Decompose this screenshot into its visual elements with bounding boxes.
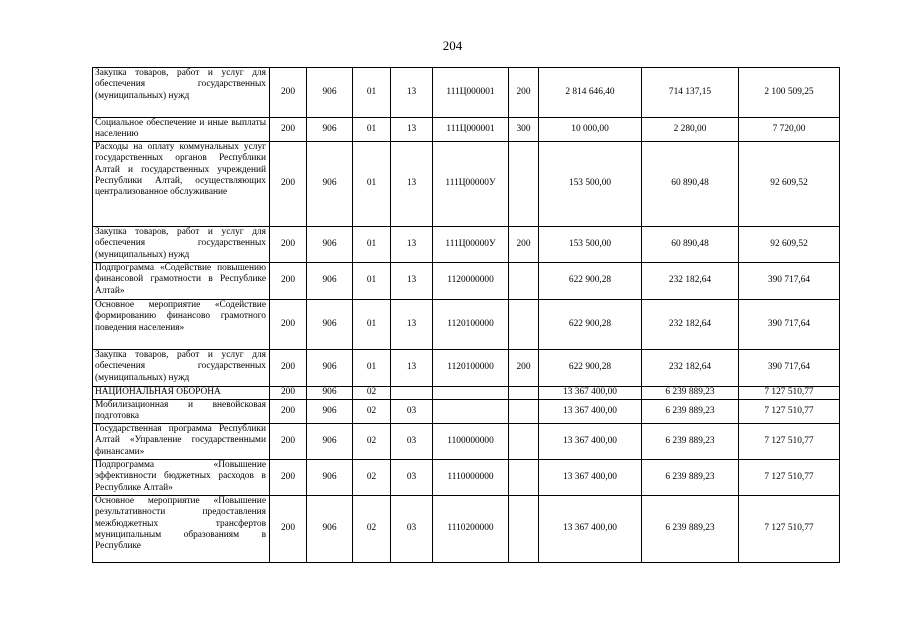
amount-remaining: 7 720,00 [739,118,840,142]
code-ministry: 906 [307,68,353,118]
row-name: Основное мероприятие «Содействие формированию финансово грамотного поведения населения» [93,299,270,349]
code-subsection: 13 [391,299,433,349]
code-subsection: 03 [391,423,433,459]
amount-remaining: 2 100 509,25 [739,68,840,118]
code-ministry: 906 [307,299,353,349]
table-row [93,68,840,118]
code-ministry: 906 [307,141,353,226]
code-ministry: 906 [307,459,353,495]
code-subsection: 13 [391,141,433,226]
amount-planned: 13 367 400,00 [539,459,642,495]
amount-executed: 6 239 889,23 [642,495,739,562]
row-name: Расходы на оплату коммунальных услуг государственных органов Республики Алтай и государственных учреждений Республики Алтай, осуществляющих централизованное обслуживание [93,141,270,226]
code-expense-type [509,141,539,226]
code-admin: 200 [270,386,307,399]
amount-executed: 232 182,64 [642,262,739,299]
code-section: 01 [353,118,391,142]
table-row [93,349,840,386]
row-name: Подпрограмма «Повышение эффективности бюджетных расходов в Республике Алтай» [93,459,270,495]
amount-remaining: 390 717,64 [739,299,840,349]
amount-planned: 10 000,00 [539,118,642,142]
code-section: 01 [353,262,391,299]
code-expense-type: 200 [509,68,539,118]
code-ministry: 906 [307,423,353,459]
code-expense-type [509,495,539,562]
code-section: 01 [353,226,391,262]
row-name: Мобилизационная и вневойсковая подготовка [93,399,270,423]
table-row [93,459,840,495]
amount-planned: 153 500,00 [539,141,642,226]
code-admin: 200 [270,495,307,562]
code-target-article: 111Ц000001 [433,68,509,118]
code-section: 01 [353,68,391,118]
table-row [93,226,840,262]
code-target-article [433,399,509,423]
row-name: Основное мероприятие «Повышение результативности предоставления межбюджетных трансфертов муниципальным образованиям в Республике [93,495,270,562]
code-ministry: 906 [307,495,353,562]
row-name: Социальное обеспечение и иные выплаты населению [93,118,270,142]
amount-planned: 13 367 400,00 [539,386,642,399]
code-section: 02 [353,399,391,423]
code-subsection: 13 [391,68,433,118]
amount-remaining: 7 127 510,77 [739,423,840,459]
amount-remaining: 7 127 510,77 [739,459,840,495]
amount-planned: 622 900,28 [539,299,642,349]
amount-remaining: 390 717,64 [739,262,840,299]
code-admin: 200 [270,349,307,386]
code-section: 02 [353,495,391,562]
row-name: Закупка товаров, работ и услуг для обеспечения государственных (муниципальных) нужд [93,226,270,262]
code-admin: 200 [270,399,307,423]
table-row [93,118,840,142]
code-section: 01 [353,299,391,349]
amount-remaining: 7 127 510,77 [739,399,840,423]
amount-executed: 232 182,64 [642,349,739,386]
amount-executed: 232 182,64 [642,299,739,349]
amount-executed: 60 890,48 [642,141,739,226]
code-subsection: 13 [391,262,433,299]
code-subsection: 03 [391,399,433,423]
row-name: Подпрограмма «Содействие повышению финансовой грамотности в Республике Алтай» [93,262,270,299]
code-admin: 200 [270,299,307,349]
table-row [93,495,840,562]
code-ministry: 906 [307,118,353,142]
row-name: Государственная программа Республики Алтай «Управление государственными финансами» [93,423,270,459]
code-target-article [433,386,509,399]
table-row [93,299,840,349]
code-ministry: 906 [307,226,353,262]
code-subsection: 13 [391,226,433,262]
code-section: 02 [353,459,391,495]
code-target-article: 111Ц000001 [433,118,509,142]
code-target-article: 1120000000 [433,262,509,299]
code-target-article: 1100000000 [433,423,509,459]
code-admin: 200 [270,226,307,262]
code-expense-type [509,459,539,495]
amount-planned: 622 900,28 [539,349,642,386]
code-expense-type: 200 [509,349,539,386]
code-ministry: 906 [307,399,353,423]
amount-executed: 6 239 889,23 [642,399,739,423]
code-target-article: 1120100000 [433,349,509,386]
code-section: 02 [353,423,391,459]
table-row [93,423,840,459]
code-expense-type [509,262,539,299]
amount-remaining: 92 609,52 [739,141,840,226]
code-subsection: 13 [391,349,433,386]
page-number: 204 [442,38,463,53]
code-subsection: 13 [391,118,433,142]
code-expense-type [509,299,539,349]
amount-planned: 622 900,28 [539,262,642,299]
amount-planned: 2 814 646,40 [539,68,642,118]
amount-executed: 714 137,15 [642,68,739,118]
code-section: 02 [353,386,391,399]
code-subsection: 03 [391,495,433,562]
amount-executed: 6 239 889,23 [642,459,739,495]
row-name: Закупка товаров, работ и услуг для обеспечения государственных (муниципальных) нужд [93,349,270,386]
code-admin: 200 [270,423,307,459]
table-row [93,141,840,226]
amount-planned: 13 367 400,00 [539,495,642,562]
amount-executed: 2 280,00 [642,118,739,142]
code-ministry: 906 [307,386,353,399]
code-admin: 200 [270,459,307,495]
table-row [93,386,840,399]
code-subsection: 03 [391,459,433,495]
code-admin: 200 [270,141,307,226]
code-target-article: 1110200000 [433,495,509,562]
amount-planned: 13 367 400,00 [539,423,642,459]
code-expense-type: 300 [509,118,539,142]
code-ministry: 906 [307,262,353,299]
code-expense-type: 200 [509,226,539,262]
amount-planned: 153 500,00 [539,226,642,262]
code-target-article: 111Ц00000У [433,226,509,262]
amount-executed: 6 239 889,23 [642,386,739,399]
code-target-article: 111Ц00000У [433,141,509,226]
code-expense-type [509,399,539,423]
code-expense-type [509,386,539,399]
code-subsection [391,386,433,399]
table-row [93,399,840,423]
amount-remaining: 92 609,52 [739,226,840,262]
budget-table-body [93,68,840,563]
code-ministry: 906 [307,349,353,386]
code-admin: 200 [270,262,307,299]
code-admin: 200 [270,68,307,118]
code-admin: 200 [270,118,307,142]
amount-remaining: 390 717,64 [739,349,840,386]
row-name: Закупка товаров, работ и услуг для обеспечения государственных (муниципальных) нужд [93,68,270,118]
code-section: 01 [353,141,391,226]
code-section: 01 [353,349,391,386]
row-name: НАЦИОНАЛЬНАЯ ОБОРОНА [93,386,270,399]
code-expense-type [509,423,539,459]
budget-table [92,67,840,563]
table-row [93,262,840,299]
amount-remaining: 7 127 510,77 [739,495,840,562]
amount-remaining: 7 127 510,77 [739,386,840,399]
code-target-article: 1120100000 [433,299,509,349]
amount-executed: 6 239 889,23 [642,423,739,459]
amount-planned: 13 367 400,00 [539,399,642,423]
amount-executed: 60 890,48 [642,226,739,262]
code-target-article: 1110000000 [433,459,509,495]
